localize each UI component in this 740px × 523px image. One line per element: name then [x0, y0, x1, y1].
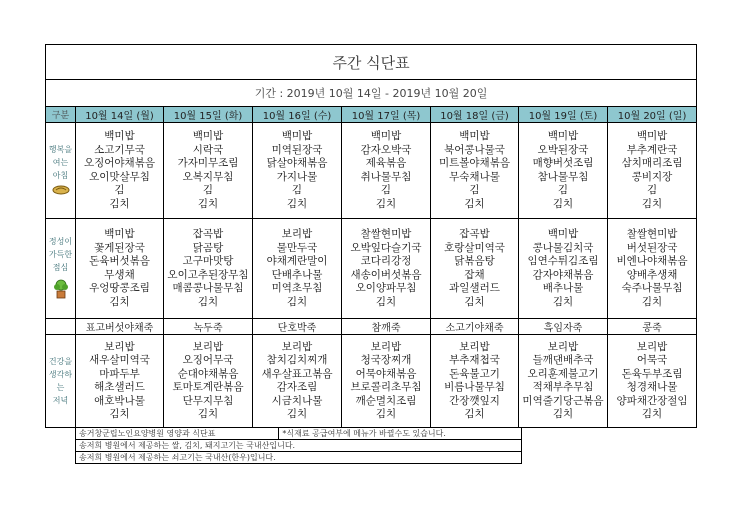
menu-item: 김치	[641, 295, 663, 308]
menu-item: 백미밥	[547, 228, 579, 240]
note-line: 송저희 병원에서 제공하는 쇠고기는 국내산(한우)입니다.	[76, 452, 522, 464]
menu-item: 김	[114, 184, 125, 196]
menu-item: 콩비지장	[631, 170, 673, 183]
menu-item: 취나물무침	[360, 170, 412, 183]
menu-item: 김치	[286, 197, 308, 210]
menu-item: 무생채	[104, 268, 135, 281]
menu-item: 참치김치찌개	[266, 354, 328, 366]
menu-item: 백미밥	[636, 130, 668, 142]
menu-item: 오박잎다슬기국	[350, 241, 422, 254]
menu-item: 김치	[552, 408, 574, 420]
lunch-menu-cell	[342, 219, 431, 319]
menu-item: 물만두국	[276, 241, 318, 254]
menu-item: 김치	[109, 197, 130, 210]
snack-cell: 단호박죽	[253, 319, 342, 335]
menu-item: 과일샐러드	[449, 282, 500, 294]
page-title: 주간 식단표	[46, 45, 697, 80]
menu-item: 마파두부	[99, 367, 140, 380]
menu-item: 순대야채볶음	[177, 367, 239, 380]
menu-item: 김	[557, 184, 569, 196]
menu-item: 김	[380, 184, 392, 196]
menu-item: 숙주나물무침	[621, 282, 683, 294]
menu-item: 백미밥	[192, 130, 224, 142]
menu-item: 백미밥	[104, 228, 135, 240]
menu-item: 김	[646, 184, 658, 196]
menu-item: 김치	[109, 295, 130, 308]
menu-item: 김치	[375, 408, 397, 420]
menu-item: 미역줄기당근볶음	[522, 394, 604, 407]
menu-item: 김	[202, 184, 214, 196]
note-line: 송거창군립노인요양병원 영양과 식단표	[76, 428, 279, 440]
menu-item: 김치	[552, 295, 574, 308]
menu-item: 임연수튀김조림	[527, 255, 599, 267]
menu-item: 미역된장국	[271, 143, 323, 156]
snack-cell: 녹두죽	[164, 319, 253, 335]
menu-item: 브로콜리초무침	[350, 381, 422, 393]
breakfast-label	[46, 123, 76, 219]
menu-item: 김치	[464, 197, 485, 210]
menu-item: 콩나물김치국	[532, 241, 594, 254]
breakfast-menu-cell	[342, 123, 431, 219]
day-header: 10월 17일 (목)	[342, 107, 431, 123]
menu-item: 북어콩나물국	[444, 143, 505, 156]
lunch-menu-cell	[519, 219, 608, 319]
menu-item: 보리밥	[636, 340, 668, 353]
menu-item: 보리밥	[281, 228, 313, 240]
menu-item: 청경채나물	[626, 381, 678, 393]
menu-item: 찰쌀현미밥	[360, 228, 412, 240]
dinner-menu-cell	[342, 335, 431, 428]
menu-item: 미트볼야채볶음	[438, 157, 510, 169]
menu-item: 새우살미역국	[89, 354, 150, 366]
menu-item: 미역초무침	[271, 282, 323, 294]
menu-item: 김	[291, 184, 303, 196]
dinner-menu-cell	[608, 335, 697, 428]
menu-item: 오이고추된장무침	[167, 268, 249, 281]
menu-item: 오박된장국	[537, 143, 589, 156]
dinner-menu-cell	[164, 335, 253, 428]
menu-item: 오이맛살무침	[89, 170, 150, 183]
menu-item: 찰쌀현미밥	[626, 228, 678, 240]
menu-item: 닭살야채볶음	[266, 157, 328, 169]
weekly-menu-table	[45, 44, 697, 428]
breakfast-label-line: 아침	[52, 170, 69, 180]
menu-item: 김	[469, 184, 480, 196]
dinner-menu-cell	[253, 335, 342, 428]
menu-item: 보리밥	[192, 340, 224, 353]
menu-period: 기간 : 2019년 10월 14일 - 2019년 10월 20일	[46, 80, 697, 107]
snack-cell: 참깨죽	[342, 319, 431, 335]
menu-item: 애호박나물	[94, 394, 145, 407]
menu-item: 양파채간장절임	[616, 394, 688, 407]
menu-item: 부추계란국	[626, 143, 678, 156]
menu-item: 제육볶음	[365, 157, 407, 169]
day-header: 10월 20일 (일)	[608, 107, 697, 123]
menu-item: 돈육불고기	[449, 367, 500, 380]
breakfast-menu-cell	[431, 123, 519, 219]
snack-label	[46, 319, 76, 335]
menu-item: 적채부추무침	[532, 381, 594, 393]
menu-item: 고구마맛탕	[182, 255, 234, 267]
menu-item: 김치	[286, 408, 308, 420]
menu-item: 보리밥	[104, 340, 135, 353]
dinner-label	[46, 335, 76, 428]
menu-item: 백미밥	[104, 130, 135, 142]
menu-item: 김치	[464, 295, 485, 308]
snack-cell: 소고기야채죽	[431, 319, 519, 335]
breakfast-label-line: 여는	[52, 157, 69, 167]
breakfast-label-line: 행복을	[48, 144, 73, 154]
snack-cell: 콩죽	[608, 319, 697, 335]
menu-item: 김치	[109, 408, 130, 420]
menu-item: 김치	[375, 295, 397, 308]
breakfast-menu-cell	[519, 123, 608, 219]
menu-item: 김치	[286, 295, 308, 308]
menu-item: 간장깻잎지	[449, 394, 500, 407]
bread-icon	[52, 185, 70, 199]
day-header: 10월 18일 (금)	[431, 107, 519, 123]
dinner-label-line: 생각하는	[48, 370, 73, 392]
menu-item: 매콤콩나물무침	[172, 282, 244, 294]
dinner-menu-cell	[519, 335, 608, 428]
dinner-menu-cell	[431, 335, 519, 428]
menu-item: 오리훈제불고기	[527, 367, 599, 380]
menu-item: 배추나물	[542, 282, 584, 294]
menu-item: 가지나물	[276, 170, 318, 183]
menu-item: 단무지무침	[182, 394, 234, 407]
menu-item: 시금치나물	[271, 394, 323, 407]
lunch-label-line: 점심	[52, 262, 69, 272]
menu-item: 김치	[552, 197, 574, 210]
day-header: 10월 14일 (월)	[76, 107, 164, 123]
menu-item: 청국장찌개	[360, 354, 412, 366]
menu-item: 시락국	[192, 143, 224, 156]
menu-item: 코다리강정	[360, 255, 412, 267]
menu-item: 백미밥	[281, 130, 313, 142]
menu-item: 김치	[197, 408, 219, 420]
menu-item: 김치	[375, 197, 397, 210]
menu-item: 감자야채볶음	[532, 268, 594, 281]
breakfast-menu-cell	[608, 123, 697, 219]
menu-item: 닭볶음탕	[454, 255, 495, 267]
menu-item: 보리밥	[281, 340, 313, 353]
note-right: *식재료 공급여부에 메뉴가 바뀔수도 있습니다.	[279, 428, 522, 440]
menu-item: 보리밥	[459, 340, 490, 353]
menu-item: 비름나물무침	[444, 381, 505, 393]
menu-item: 호랑살미역국	[444, 241, 505, 254]
menu-item: 양배추생채	[626, 268, 678, 281]
snack-cell: 표고버섯야채죽	[76, 319, 164, 335]
menu-item: 비엔나야채볶음	[616, 255, 688, 267]
day-header: 10월 15일 (화)	[164, 107, 253, 123]
menu-item: 삼치매리조림	[621, 157, 683, 169]
menu-item: 잡채	[464, 268, 485, 281]
breakfast-menu-cell	[76, 123, 164, 219]
dinner-menu-cell	[76, 335, 164, 428]
lunch-menu-cell	[431, 219, 519, 319]
menu-item: 매향버섯조림	[532, 157, 594, 169]
lunch-menu-cell	[608, 219, 697, 319]
menu-item: 백미밥	[547, 130, 579, 142]
dinner-label-line: 저녁	[52, 396, 69, 405]
menu-item: 감자조림	[276, 381, 318, 393]
lunch-menu-cell	[164, 219, 253, 319]
snack-cell: 흑임자죽	[519, 319, 608, 335]
menu-item: 돈육버섯볶음	[89, 255, 150, 267]
note-line: 송저희 병원에서 제공하는 쌀, 김치, 돼지고기는 국내산입니다.	[76, 440, 522, 452]
menu-item: 백미밥	[459, 130, 490, 142]
lunch-label-line: 정성이	[48, 236, 73, 246]
menu-item: 김치	[641, 197, 663, 210]
menu-item: 새송이버섯볶음	[350, 268, 422, 281]
lunch-menu-cell	[253, 219, 342, 319]
lunch-menu-cell	[76, 219, 164, 319]
menu-item: 어묵국	[636, 354, 668, 366]
menu-item: 토마토계란볶음	[172, 381, 244, 393]
menu-item: 해초샐러드	[94, 381, 145, 393]
menu-item: 김치	[641, 408, 663, 420]
menu-item: 오이양파무침	[355, 282, 417, 294]
menu-item: 감자오박국	[360, 143, 412, 156]
menu-item: 우엉땅콩조림	[89, 282, 150, 294]
menu-item: 보리밥	[547, 340, 579, 353]
menu-item: 버섯된장국	[626, 241, 678, 254]
menu-item: 들깨댄배추국	[532, 354, 594, 366]
menu-item: 오징어야채볶음	[83, 157, 155, 169]
menu-item: 김치	[197, 197, 219, 210]
breakfast-menu-cell	[164, 123, 253, 219]
menu-item: 잡곡밥	[192, 228, 224, 240]
menu-item: 어묵야채볶음	[355, 367, 417, 380]
day-header: 10월 19일 (토)	[519, 107, 608, 123]
notes-table	[75, 427, 522, 464]
dinner-label-line: 건강을	[48, 357, 73, 366]
category-header: 구분	[46, 107, 76, 123]
menu-item: 참나물무침	[537, 170, 589, 183]
menu-item: 가자미무조림	[177, 157, 239, 169]
menu-item: 무숙채나물	[449, 170, 500, 183]
menu-item: 새우살표고볶음	[261, 367, 333, 380]
menu-item: 잡곡밥	[459, 228, 490, 240]
plant-icon	[53, 277, 69, 303]
menu-item: 야채계란말이	[266, 255, 328, 267]
menu-item: 꽃게된장국	[94, 241, 145, 254]
breakfast-menu-cell	[253, 123, 342, 219]
lunch-label	[46, 219, 76, 319]
menu-item: 단배추나물	[271, 268, 323, 281]
menu-item: 소고기무국	[94, 143, 145, 156]
menu-item: 김치	[464, 408, 485, 420]
menu-item: 보리밥	[370, 340, 402, 353]
lunch-label-line: 가득한	[48, 249, 73, 259]
menu-item: 돈육두부조림	[621, 367, 683, 380]
menu-item: 부추재첩국	[449, 354, 500, 366]
menu-item: 오징어무국	[182, 354, 234, 366]
menu-item: 깨순멸치조림	[355, 394, 417, 407]
menu-item: 오복지무침	[182, 170, 234, 183]
day-header: 10월 16일 (수)	[253, 107, 342, 123]
menu-item: 백미밥	[370, 130, 402, 142]
menu-item: 닭곰탕	[192, 241, 224, 254]
menu-item: 김치	[197, 295, 219, 308]
